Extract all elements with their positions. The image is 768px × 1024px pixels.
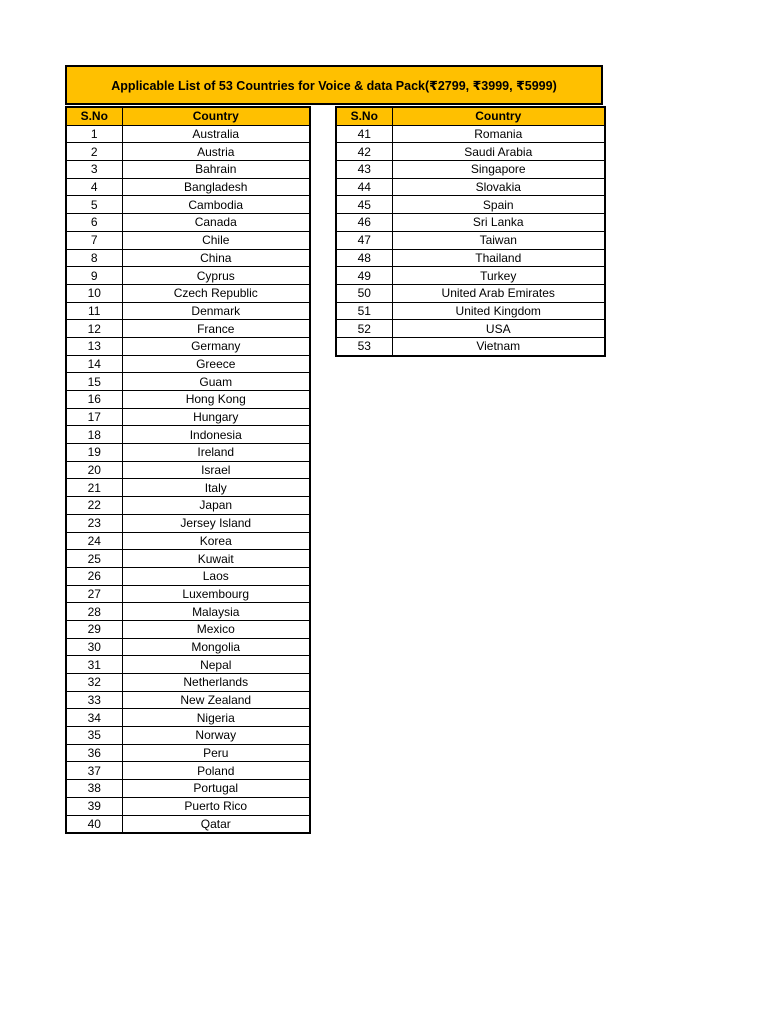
sno-cell: 3 <box>66 161 122 179</box>
sno-cell: 14 <box>66 355 122 373</box>
country-cell: Qatar <box>122 815 310 833</box>
table-row <box>66 284 310 302</box>
table-row <box>66 337 310 355</box>
table-row <box>66 444 310 462</box>
table-row <box>66 408 310 426</box>
table-row <box>66 762 310 780</box>
table-row <box>336 284 605 302</box>
country-cell: United Arab Emirates <box>392 284 605 302</box>
sno-cell: 28 <box>66 603 122 621</box>
sno-cell: 35 <box>66 727 122 745</box>
country-cell: Bahrain <box>122 161 310 179</box>
country-cell: Austria <box>122 143 310 161</box>
country-cell: Taiwan <box>392 231 605 249</box>
country-cell: Ireland <box>122 444 310 462</box>
table-row <box>66 691 310 709</box>
table-row <box>66 709 310 727</box>
sno-cell: 31 <box>66 656 122 674</box>
table-row <box>66 638 310 656</box>
sno-cell: 40 <box>66 815 122 833</box>
sno-cell: 45 <box>336 196 392 214</box>
country-cell: Korea <box>122 532 310 550</box>
table-row <box>336 302 605 320</box>
sno-cell: 5 <box>66 196 122 214</box>
country-cell: Indonesia <box>122 426 310 444</box>
sno-cell: 43 <box>336 161 392 179</box>
table-row <box>66 373 310 391</box>
country-cell: New Zealand <box>122 691 310 709</box>
table-row <box>336 161 605 179</box>
table-row <box>66 797 310 815</box>
country-cell: Thailand <box>392 249 605 267</box>
header-row <box>336 107 605 125</box>
table-row <box>66 479 310 497</box>
table-row <box>336 196 605 214</box>
table-row <box>336 337 605 355</box>
sno-cell: 2 <box>66 143 122 161</box>
country-cell: Kuwait <box>122 550 310 568</box>
table-row <box>66 532 310 550</box>
table-row <box>66 161 310 179</box>
sno-cell: 36 <box>66 744 122 762</box>
table-row <box>66 550 310 568</box>
table-row <box>66 231 310 249</box>
country-cell: Turkey <box>392 267 605 285</box>
table-row <box>66 320 310 338</box>
country-cell: Hungary <box>122 408 310 426</box>
sno-cell: 53 <box>336 337 392 355</box>
sno-cell: 39 <box>66 797 122 815</box>
sno-cell: 42 <box>336 143 392 161</box>
sno-cell: 11 <box>66 302 122 320</box>
sno-cell: 1 <box>66 125 122 143</box>
country-header: Country <box>122 107 310 125</box>
table-row <box>66 744 310 762</box>
table-row <box>66 497 310 515</box>
header-row <box>66 107 310 125</box>
table-title <box>65 65 603 105</box>
sno-cell: 4 <box>66 178 122 196</box>
table-row <box>66 514 310 532</box>
sno-cell: 24 <box>66 532 122 550</box>
country-cell: Vietnam <box>392 337 605 355</box>
table-row <box>336 267 605 285</box>
table-row <box>66 727 310 745</box>
country-table-right <box>335 106 606 357</box>
table-row <box>66 196 310 214</box>
sno-cell: 33 <box>66 691 122 709</box>
country-cell: Nigeria <box>122 709 310 727</box>
table-row <box>66 426 310 444</box>
table-row <box>336 178 605 196</box>
sno-cell: 48 <box>336 249 392 267</box>
table-row <box>66 567 310 585</box>
table-row <box>66 585 310 603</box>
sno-cell: 38 <box>66 780 122 798</box>
sno-cell: 29 <box>66 620 122 638</box>
sno-cell: 41 <box>336 125 392 143</box>
sno-cell: 25 <box>66 550 122 568</box>
sno-cell: 37 <box>66 762 122 780</box>
table-row <box>66 214 310 232</box>
country-cell: Cyprus <box>122 267 310 285</box>
sno-cell: 49 <box>336 267 392 285</box>
table-row <box>66 249 310 267</box>
country-cell: Singapore <box>392 161 605 179</box>
country-cell: Poland <box>122 762 310 780</box>
table-row <box>66 355 310 373</box>
sno-cell: 47 <box>336 231 392 249</box>
sno-cell: 26 <box>66 567 122 585</box>
country-cell: USA <box>392 320 605 338</box>
sno-cell: 13 <box>66 337 122 355</box>
country-cell: Sri Lanka <box>392 214 605 232</box>
country-cell: Spain <box>392 196 605 214</box>
sno-cell: 46 <box>336 214 392 232</box>
table-row <box>336 125 605 143</box>
sno-cell: 44 <box>336 178 392 196</box>
sno-cell: 20 <box>66 461 122 479</box>
table-row <box>66 603 310 621</box>
country-cell: Laos <box>122 567 310 585</box>
country-cell: Romania <box>392 125 605 143</box>
sno-cell: 27 <box>66 585 122 603</box>
country-cell: Bangladesh <box>122 178 310 196</box>
sno-cell: 21 <box>66 479 122 497</box>
country-cell: Italy <box>122 479 310 497</box>
country-cell: Saudi Arabia <box>392 143 605 161</box>
country-cell: Guam <box>122 373 310 391</box>
country-cell: Germany <box>122 337 310 355</box>
sno-cell: 51 <box>336 302 392 320</box>
table-row <box>66 780 310 798</box>
country-cell: Japan <box>122 497 310 515</box>
table-row <box>66 656 310 674</box>
sno-cell: 23 <box>66 514 122 532</box>
table-row <box>66 267 310 285</box>
sno-cell: 10 <box>66 284 122 302</box>
table-row <box>336 143 605 161</box>
sno-cell: 34 <box>66 709 122 727</box>
sno-cell: 17 <box>66 408 122 426</box>
country-table-left <box>65 106 311 834</box>
country-cell: China <box>122 249 310 267</box>
country-cell: Czech Republic <box>122 284 310 302</box>
country-cell: Luxembourg <box>122 585 310 603</box>
country-cell: United Kingdom <box>392 302 605 320</box>
table-row <box>66 125 310 143</box>
sno-cell: 50 <box>336 284 392 302</box>
sno-cell: 15 <box>66 373 122 391</box>
table-row <box>336 249 605 267</box>
country-cell: Puerto Rico <box>122 797 310 815</box>
country-cell: Canada <box>122 214 310 232</box>
table-title-text: Applicable List of 53 Countries for Voice & data Pack(₹2799, ₹3999, ₹5999) <box>111 78 557 93</box>
country-cell: Netherlands <box>122 674 310 692</box>
table-row <box>336 231 605 249</box>
country-cell: Mongolia <box>122 638 310 656</box>
table-row <box>66 620 310 638</box>
table-row <box>66 302 310 320</box>
sno-cell: 18 <box>66 426 122 444</box>
country-cell: Cambodia <box>122 196 310 214</box>
sno-cell: 6 <box>66 214 122 232</box>
country-cell: Norway <box>122 727 310 745</box>
sno-header: S.No <box>66 107 122 125</box>
country-cell: Hong Kong <box>122 391 310 409</box>
country-header: Country <box>392 107 605 125</box>
sno-cell: 9 <box>66 267 122 285</box>
sno-cell: 22 <box>66 497 122 515</box>
sno-header: S.No <box>336 107 392 125</box>
table-row <box>336 214 605 232</box>
country-cell: Peru <box>122 744 310 762</box>
table-row <box>66 391 310 409</box>
country-cell: Nepal <box>122 656 310 674</box>
sno-cell: 7 <box>66 231 122 249</box>
country-cell: Portugal <box>122 780 310 798</box>
table-row <box>336 320 605 338</box>
table-row <box>66 178 310 196</box>
sno-cell: 12 <box>66 320 122 338</box>
country-cell: Chile <box>122 231 310 249</box>
table-row <box>66 815 310 833</box>
sno-cell: 19 <box>66 444 122 462</box>
table-row <box>66 143 310 161</box>
country-cell: Australia <box>122 125 310 143</box>
sno-cell: 8 <box>66 249 122 267</box>
sno-cell: 16 <box>66 391 122 409</box>
country-cell: Mexico <box>122 620 310 638</box>
sno-cell: 32 <box>66 674 122 692</box>
country-cell: Greece <box>122 355 310 373</box>
country-cell: France <box>122 320 310 338</box>
table-row <box>66 461 310 479</box>
country-cell: Malaysia <box>122 603 310 621</box>
sno-cell: 30 <box>66 638 122 656</box>
country-cell: Slovakia <box>392 178 605 196</box>
country-cell: Jersey Island <box>122 514 310 532</box>
country-cell: Denmark <box>122 302 310 320</box>
table-row <box>66 674 310 692</box>
country-cell: Israel <box>122 461 310 479</box>
sno-cell: 52 <box>336 320 392 338</box>
